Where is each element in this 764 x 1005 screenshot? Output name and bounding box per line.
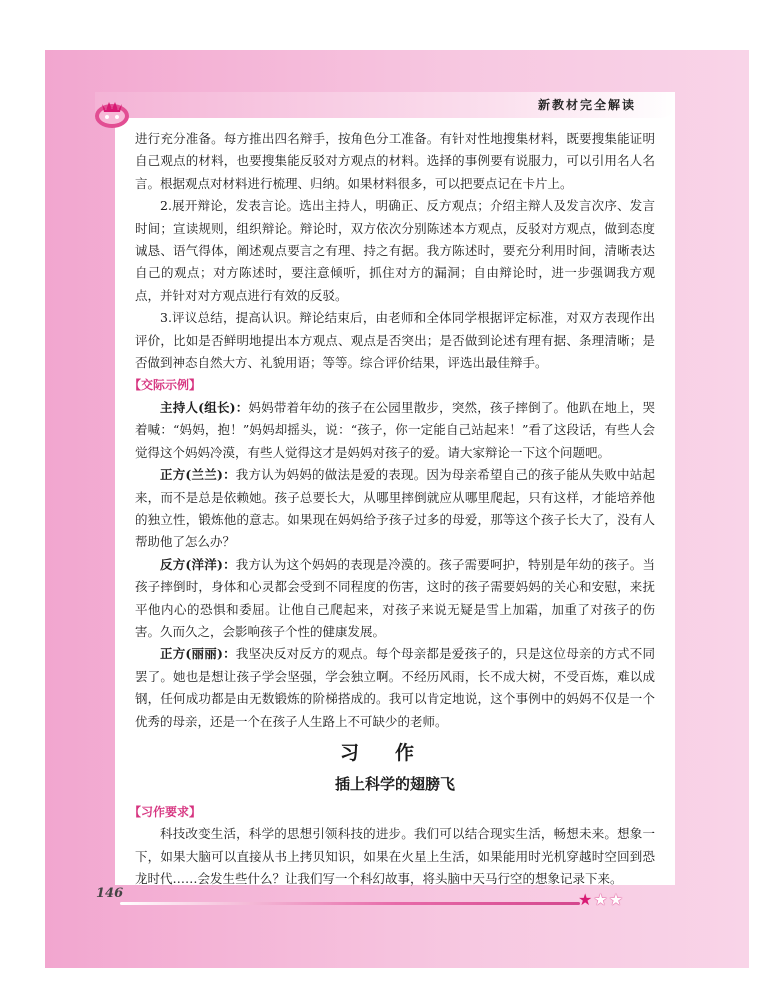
example-tag: 【交际示例】 xyxy=(129,378,202,393)
star-empty-icon: ★ xyxy=(593,890,609,909)
header-title: 新教材完全解读 xyxy=(537,98,636,112)
writing-tag: 【习作要求】 xyxy=(129,804,202,819)
speaker-label: 正方(丽丽)： xyxy=(160,646,236,662)
dialogue-turn xyxy=(135,397,655,464)
speaker-text: 我方认为这个妈妈的表现是冷漠的。孩子需要呵护，特别是年幼的孩子。当孩子摔倒时，身体和心灵都会受到不同程度的伤害，这时的孩子需要妈妈的关心和安慰，来抚平他内心的恐惧和委屈。让他自己爬起来，对孩子来说无疑是雪上加霜，加重了对孩子的伤害。久而久之，会影响孩子个性的健康发展。 xyxy=(135,556,655,639)
intro-paragraph: 3.评议总结，提高认识。辩论结束后，由老师和全体同学根据评定标准，对双方表现作出评价，比如是否鲜明地提出本方观点、观点是否突出；是否做到论述有理有据、条理清晰；是否做到神态自然大方、礼貌用语；等等。综合评价结果，评选出最佳辩手。 xyxy=(135,310,655,371)
page-content xyxy=(129,128,655,891)
dialogue-turn xyxy=(135,464,655,554)
intro-paragraph: 2.展开辩论，发表言论。选出主持人，明确正、反方观点；介绍主辩人及发言次序、发言时间；宣读规则，组织辩论。辩论时，双方依次分别陈述本方观点，反驳对方观点，做到态度诚恳、语气得体，阐述观点要言之有理、持之有据。我方陈述时，要充分利用时间，清晰表达自己的观点；对方陈述时，要注意倾听，抓住对方的漏洞；自由辩论时，进一步强调我方观点，并针对对方观点进行有效的反驳。 xyxy=(135,198,655,303)
speaker-text: 我坚决反对反方的观点。每个母亲都是爱孩子的，只是这位母亲的方式不同罢了。她也是想让孩子学会坚强，学会独立啊。不经历风雨，长不成大树，不受百炼，难以成钢，任何成功都是由无数锻炼的阶梯搭成的。我可以肯定地说，这个事例中的妈妈不仅是一个优秀的母亲，还是一个在孩子人生路上不可缺少的老师。 xyxy=(135,646,655,729)
speaker-label: 主持人(组长)： xyxy=(160,399,249,415)
difficulty-stars xyxy=(578,890,624,909)
speaker-text: 妈妈带着年幼的孩子在公园里散步，突然，孩子摔倒了。他趴在地上，哭着喊：“妈妈，抱！”妈妈却摇头，说：“孩子，你一定能自己站起来！”看了这段话，有些人会觉得这个妈妈冷漠，有些人觉得这才是妈妈对孩子的爱。请大家辩论一下这个问题吧。 xyxy=(135,399,655,460)
dialogue-turn xyxy=(135,643,655,733)
logo-icon xyxy=(92,96,132,130)
writing-paragraph: 科技改变生活，科学的思想引领科技的进步。我们可以结合现实生活，畅想未来。想象一下，如果大脑可以直接从书上拷贝知识，如果在火星上生活，如果能用时光机穿越时空回到恐龙时代……会发生些什么？让我们写一个科幻故事，将头脑中天马行空的想象记录下来。 xyxy=(135,826,655,887)
star-empty-icon: ★ xyxy=(608,890,625,909)
footer-line xyxy=(120,902,580,905)
speaker-label: 反方(洋洋)： xyxy=(160,556,236,572)
speaker-text: 我方认为妈妈的做法是爱的表现。因为母亲希望自己的孩子能从失败中站起来，而不是总是依赖她。孩子总要长大，从哪里摔倒就应从哪里爬起，只有这样，才能培养他的独立性，锻炼他的意志。如果现在妈妈给予孩子过多的母爱，那等这个孩子长大了，没有人帮助他了怎么办？ xyxy=(135,467,655,550)
dialogue-turn xyxy=(135,554,655,644)
section-title: 习作 xyxy=(339,741,450,764)
speaker-label: 正方(兰兰)： xyxy=(160,467,236,483)
star-filled-icon: ★ xyxy=(578,890,594,909)
writing-subtitle: 插上科学的翅膀飞 xyxy=(334,774,455,793)
page-number: 146 xyxy=(96,886,124,901)
intro-paragraph: 进行充分准备。每方推出四名辩手，按角色分工准备。有针对性地搜集材料，既要搜集能证明自己观点的材料，也要搜集能反驳对方观点的材料。选择的事例要有说服力，可以引用名人名言。根据观点对材料进行梳理、归纳。如果材料很多，可以把要点记在卡片上。 xyxy=(135,131,655,191)
